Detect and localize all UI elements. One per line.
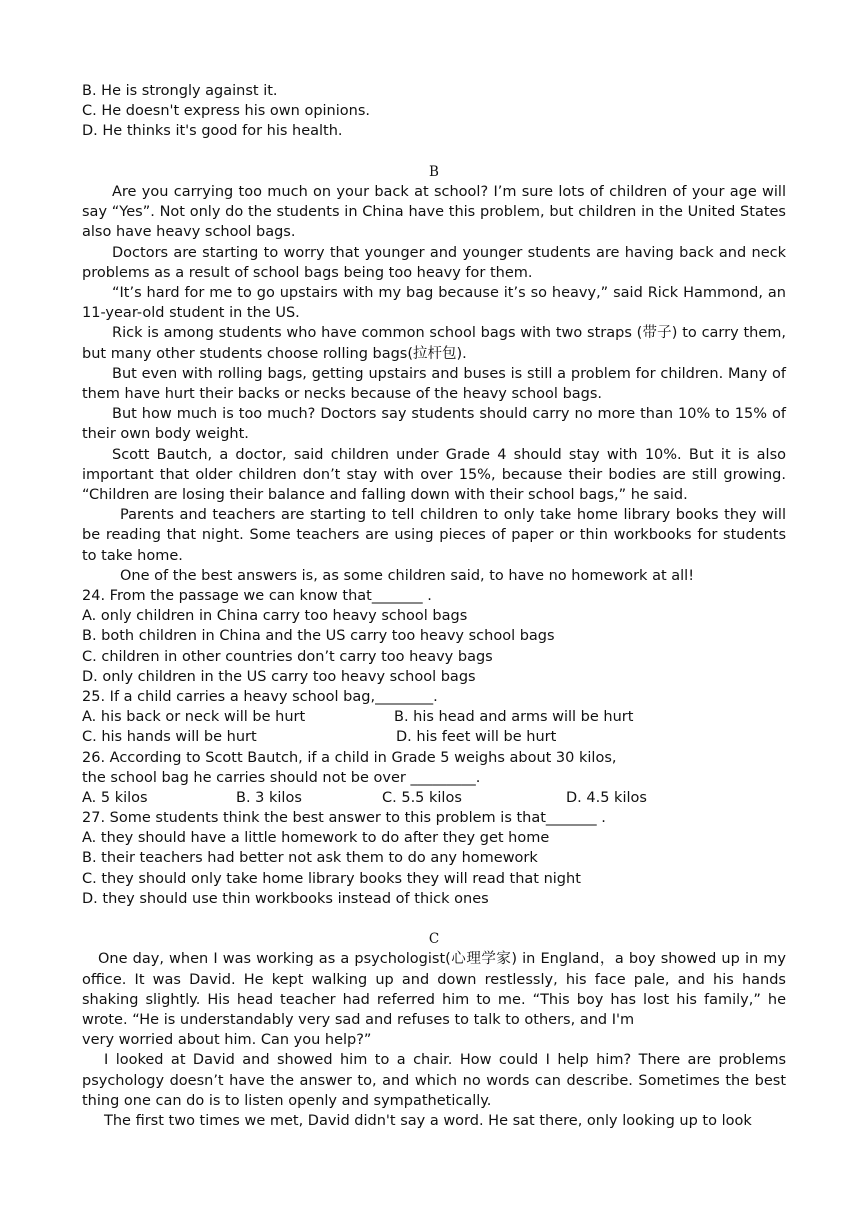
passage-b-paragraph: Parents and teachers are starting to tell children to only take home library books they will be reading that night. Some teachers are using pieces of paper or thin workbooks for students to take home. [82, 507, 786, 564]
question-24-option-d: D. only children in the US carry too heavy school bags [82, 668, 476, 685]
question-27-option-c: C. they should only take home library books they will read that night [82, 870, 581, 887]
question-24-option-c: C. children in other countries don’t carry too heavy bags [82, 648, 493, 665]
question-25-option-c: C. his hands will be hurt [82, 729, 257, 746]
passage-c-paragraph: I looked at David and showed him to a chair. How could I help him? There are problems psychology doesn’t have the answer to, and which no words can describe. Sometimes the best thing one can do is to listen openly and sympathetically. [82, 1052, 786, 1109]
passage-b-paragraph: One of the best answers is, as some children said, to have no homework at all! [120, 567, 695, 584]
question-26-option-d: D. 4.5 kilos [566, 789, 647, 806]
spacer [82, 142, 786, 162]
question-25-stem: 25. If a child carries a heavy school bag,________. [82, 688, 438, 705]
question-26-stem-line-2: the school bag he carries should not be over _________. [82, 769, 481, 786]
passage-b-paragraph: Doctors are starting to worry that younger and younger students are having back and neck problems as a result of school bags being too heavy for them. [82, 244, 786, 281]
passage-b-paragraph: Scott Bautch, a doctor, said children under Grade 4 should stay with 10%. But it is also important that older children don’t stay with over 15%, because their bodies are still growing. “Children are losing their balance and falling down with their school bags,” he said. [82, 446, 786, 503]
passage-b-paragraph: “It’s hard for me to go upstairs with my bag because it’s so heavy,” said Rick Hammond, an 11-year-old student in the US. [82, 284, 786, 322]
section-c-heading: C [428, 931, 440, 948]
question-24-option-a: A. only children in China carry too heavy school bags [82, 608, 468, 625]
passage-c-paragraph: One day, when I was working as a psychologist(心理学家) in England，a boy showed up in my office. It was David. He kept walking up and down restlessly, his face pale, and his hands shaking slightly. His head teacher had referred him to me. “This boy has lost his family,” he wrote. “He is understandably very sad and refuses to talk to others, and I'm [82, 951, 786, 1028]
prev-option-d: D. He thinks it's good for his health. [82, 123, 343, 140]
passage-b-paragraph: Are you carrying too much on your back at school? I’m sure lots of children of your age will say “Yes”. Not only do the students in China have this problem, but children in the United States also have heavy school bags. [82, 183, 786, 241]
question-27-option-b: B. their teachers had better not ask them to do any homework [82, 850, 538, 867]
passage-b-paragraph: Rick is among students who have common school bags with two straps (带子) to carry them, but many other students choose rolling bags(拉杆包). [82, 325, 786, 362]
question-25-option-a: A. his back or neck will be hurt [82, 709, 306, 726]
document-page [82, 81, 786, 1131]
question-25-row-1 [82, 707, 786, 727]
question-27-option-d: D. they should use thin workbooks instead of thick ones [82, 890, 489, 907]
question-26-option-c: C. 5.5 kilos [382, 789, 462, 806]
question-27-option-a: A. they should have a little homework to do after they get home [82, 830, 550, 847]
question-25-option-d: D. his feet will be hurt [396, 729, 557, 746]
question-26-options [82, 788, 786, 808]
spacer [82, 909, 786, 929]
question-24-option-b: B. both children in China and the US carry too heavy school bags [82, 628, 555, 645]
question-25-row-2 [82, 727, 786, 747]
question-26-stem-line-1: 26. According to Scott Bautch, if a child in Grade 5 weighs about 30 kilos, [82, 749, 617, 766]
prev-option-b: B. He is strongly against it. [82, 83, 278, 99]
question-27-stem: 27. Some students think the best answer to this problem is that_______ . [82, 810, 606, 827]
passage-c-paragraph: The first two times we met, David didn't say a word. He sat there, only looking up to look [104, 1112, 752, 1129]
question-25-option-b: B. his head and arms will be hurt [394, 709, 634, 726]
passage-c-paragraph-tail: very worried about him. Can you help?” [82, 1032, 372, 1049]
question-26-option-b: B. 3 kilos [236, 789, 302, 806]
question-24-stem: 24. From the passage we can know that_______ . [82, 588, 432, 604]
question-26-option-a: A. 5 kilos [82, 789, 148, 806]
section-b-heading: B [429, 163, 439, 180]
passage-b-paragraph: But how much is too much? Doctors say students should carry no more than 10% to 15% of their own body weight. [82, 406, 786, 443]
passage-b-paragraph: But even with rolling bags, getting upstairs and buses is still a problem for children. Many of them have hurt their backs or necks because of the heavy school bags. [82, 365, 786, 402]
prev-option-c: C. He doesn't express his own opinions. [82, 103, 370, 120]
